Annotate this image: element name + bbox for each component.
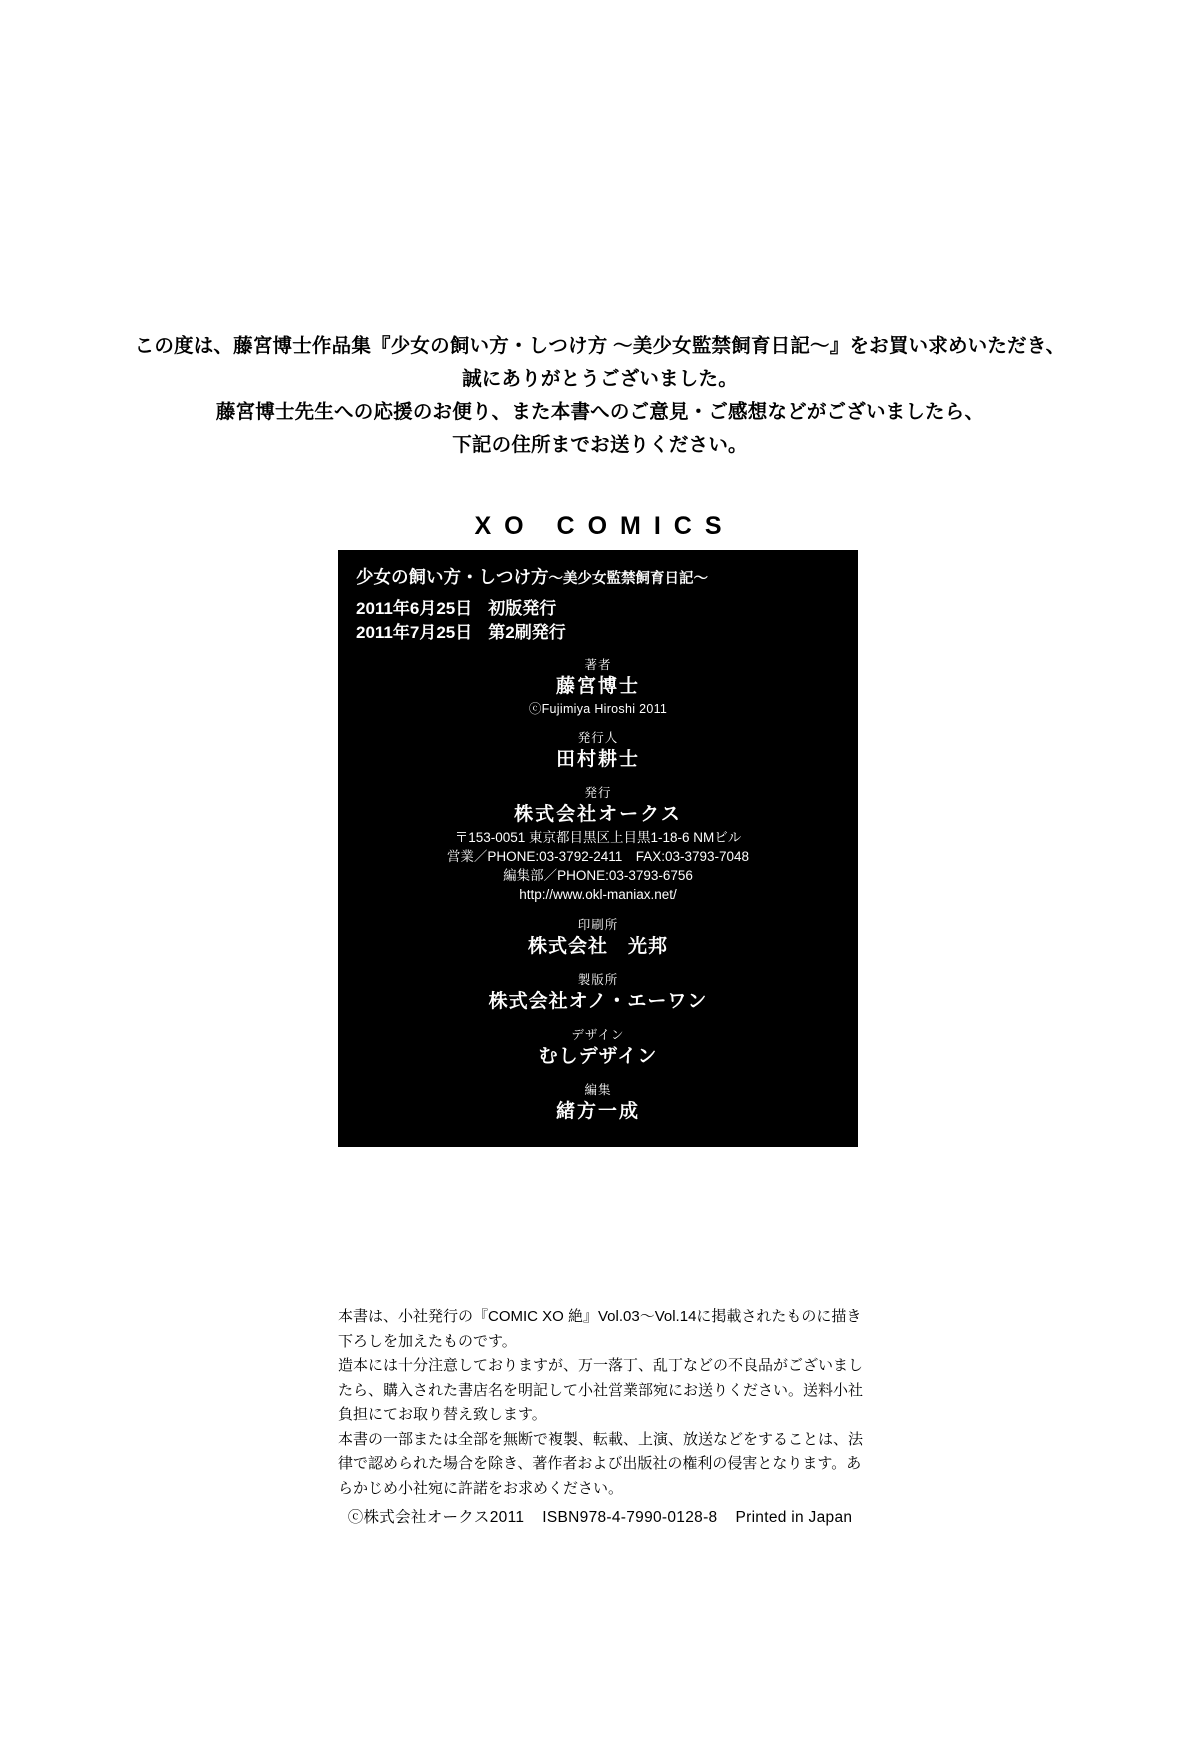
thanks-line-3: 藤宮博士先生への応援のお便り、また本書へのご意見・ご感想などがございましたら、 [215,401,985,423]
author-label: 著者 [584,658,612,672]
design-section [354,1027,842,1070]
date-2: 2011年7月25日 [356,623,473,642]
publisher-phone-sales: 営業／PHONE:03-3792-2411 FAX:03-3793-7048 [446,849,750,864]
platemaker-name: 株式会社オノ・エーワン [488,991,708,1012]
note-paragraph-1: 本書は、小社発行の『COMIC XO 絶』Vol.03～Vol.14に掲載されたものに描き下ろしを加えたものです。 [338,1308,862,1350]
design-label: デザイン [571,1028,625,1042]
publisher-company: 株式会社オークス [514,804,682,825]
publisher-website-link[interactable]: http://www.okl-maniax.net/ [519,887,677,902]
publisher-label: 発行 [584,786,612,800]
printer-section [354,917,842,960]
book-title [356,564,842,589]
colophon [338,512,858,1147]
brand-title: XO COMICS [474,512,735,540]
publisher-person-section [354,730,842,773]
note-paragraph-2: 造本には十分注意しておりますが、万一落丁、乱丁などの不良品がございましたら、購入された書店名を明記して小社営業部宛にお送りください。送料小社負担にてお取り替え致します。 [338,1357,864,1423]
publication-dates [356,597,842,645]
book-title-sub: ～美少女監禁飼育日記～ [548,571,708,587]
design-name: むしデザイン [538,1046,658,1067]
publisher-section [354,785,842,905]
colophon-box [338,550,858,1147]
footer-isbn: ISBN978-4-7990-0128-8 [542,1509,718,1526]
platemaker-section [354,972,842,1015]
publisher-address: 〒153-0051 東京都目黒区上目黒1-18-6 NMビル [454,830,742,845]
footer-copyright-line [0,1505,1200,1527]
book-title-main: 少女の飼い方・しつけ方 [356,567,549,587]
footer-printed-in: Printed in Japan [735,1509,853,1526]
date-row-2 [356,621,842,645]
date-2-note: 第2刷発行 [488,623,566,642]
publisher-phone-editorial: 編集部／PHONE:03-3793-6756 [503,868,693,883]
editor-name: 緒方一成 [555,1101,640,1122]
note-paragraph-3: 本書の一部または全部を無断で複製、転載、上演、放送などをすることは、法律で認められた場合を除き、著作者および出版社の権利の侵害となります。あらかじめ小社宛に許諾をお求めください。 [338,1430,864,1497]
author-section [354,657,842,718]
author-name: 藤宮博士 [555,676,640,697]
legal-notes [338,1305,868,1501]
thanks-line-1: この度は、藤宮博士作品集『少女の飼い方・しつけ方 ～美少女監禁飼育日記～』をお買い求めいただき、 [134,335,1066,357]
author-copyright: ⓒFujimiya Hiroshi 2011 [528,702,668,716]
printer-label: 印刷所 [577,918,619,932]
publisher-person-name: 田村耕士 [555,749,640,770]
date-1: 2011年6月25日 [356,599,473,618]
printer-name: 株式会社 光邦 [527,936,668,957]
date-row-1 [356,597,842,621]
thanks-line-4: 下記の住所までお送りください。 [452,434,748,456]
editor-label: 編集 [584,1083,612,1097]
editor-section [354,1082,842,1125]
date-1-note: 初版発行 [488,599,557,618]
publisher-person-label: 発行人 [577,731,619,745]
thanks-line-2: 誠にありがとうございました。 [462,368,738,390]
platemaker-label: 製版所 [577,973,619,987]
footer-copyright: ⓒ株式会社オークス2011 [347,1509,525,1526]
thank-you-message [0,330,1200,462]
